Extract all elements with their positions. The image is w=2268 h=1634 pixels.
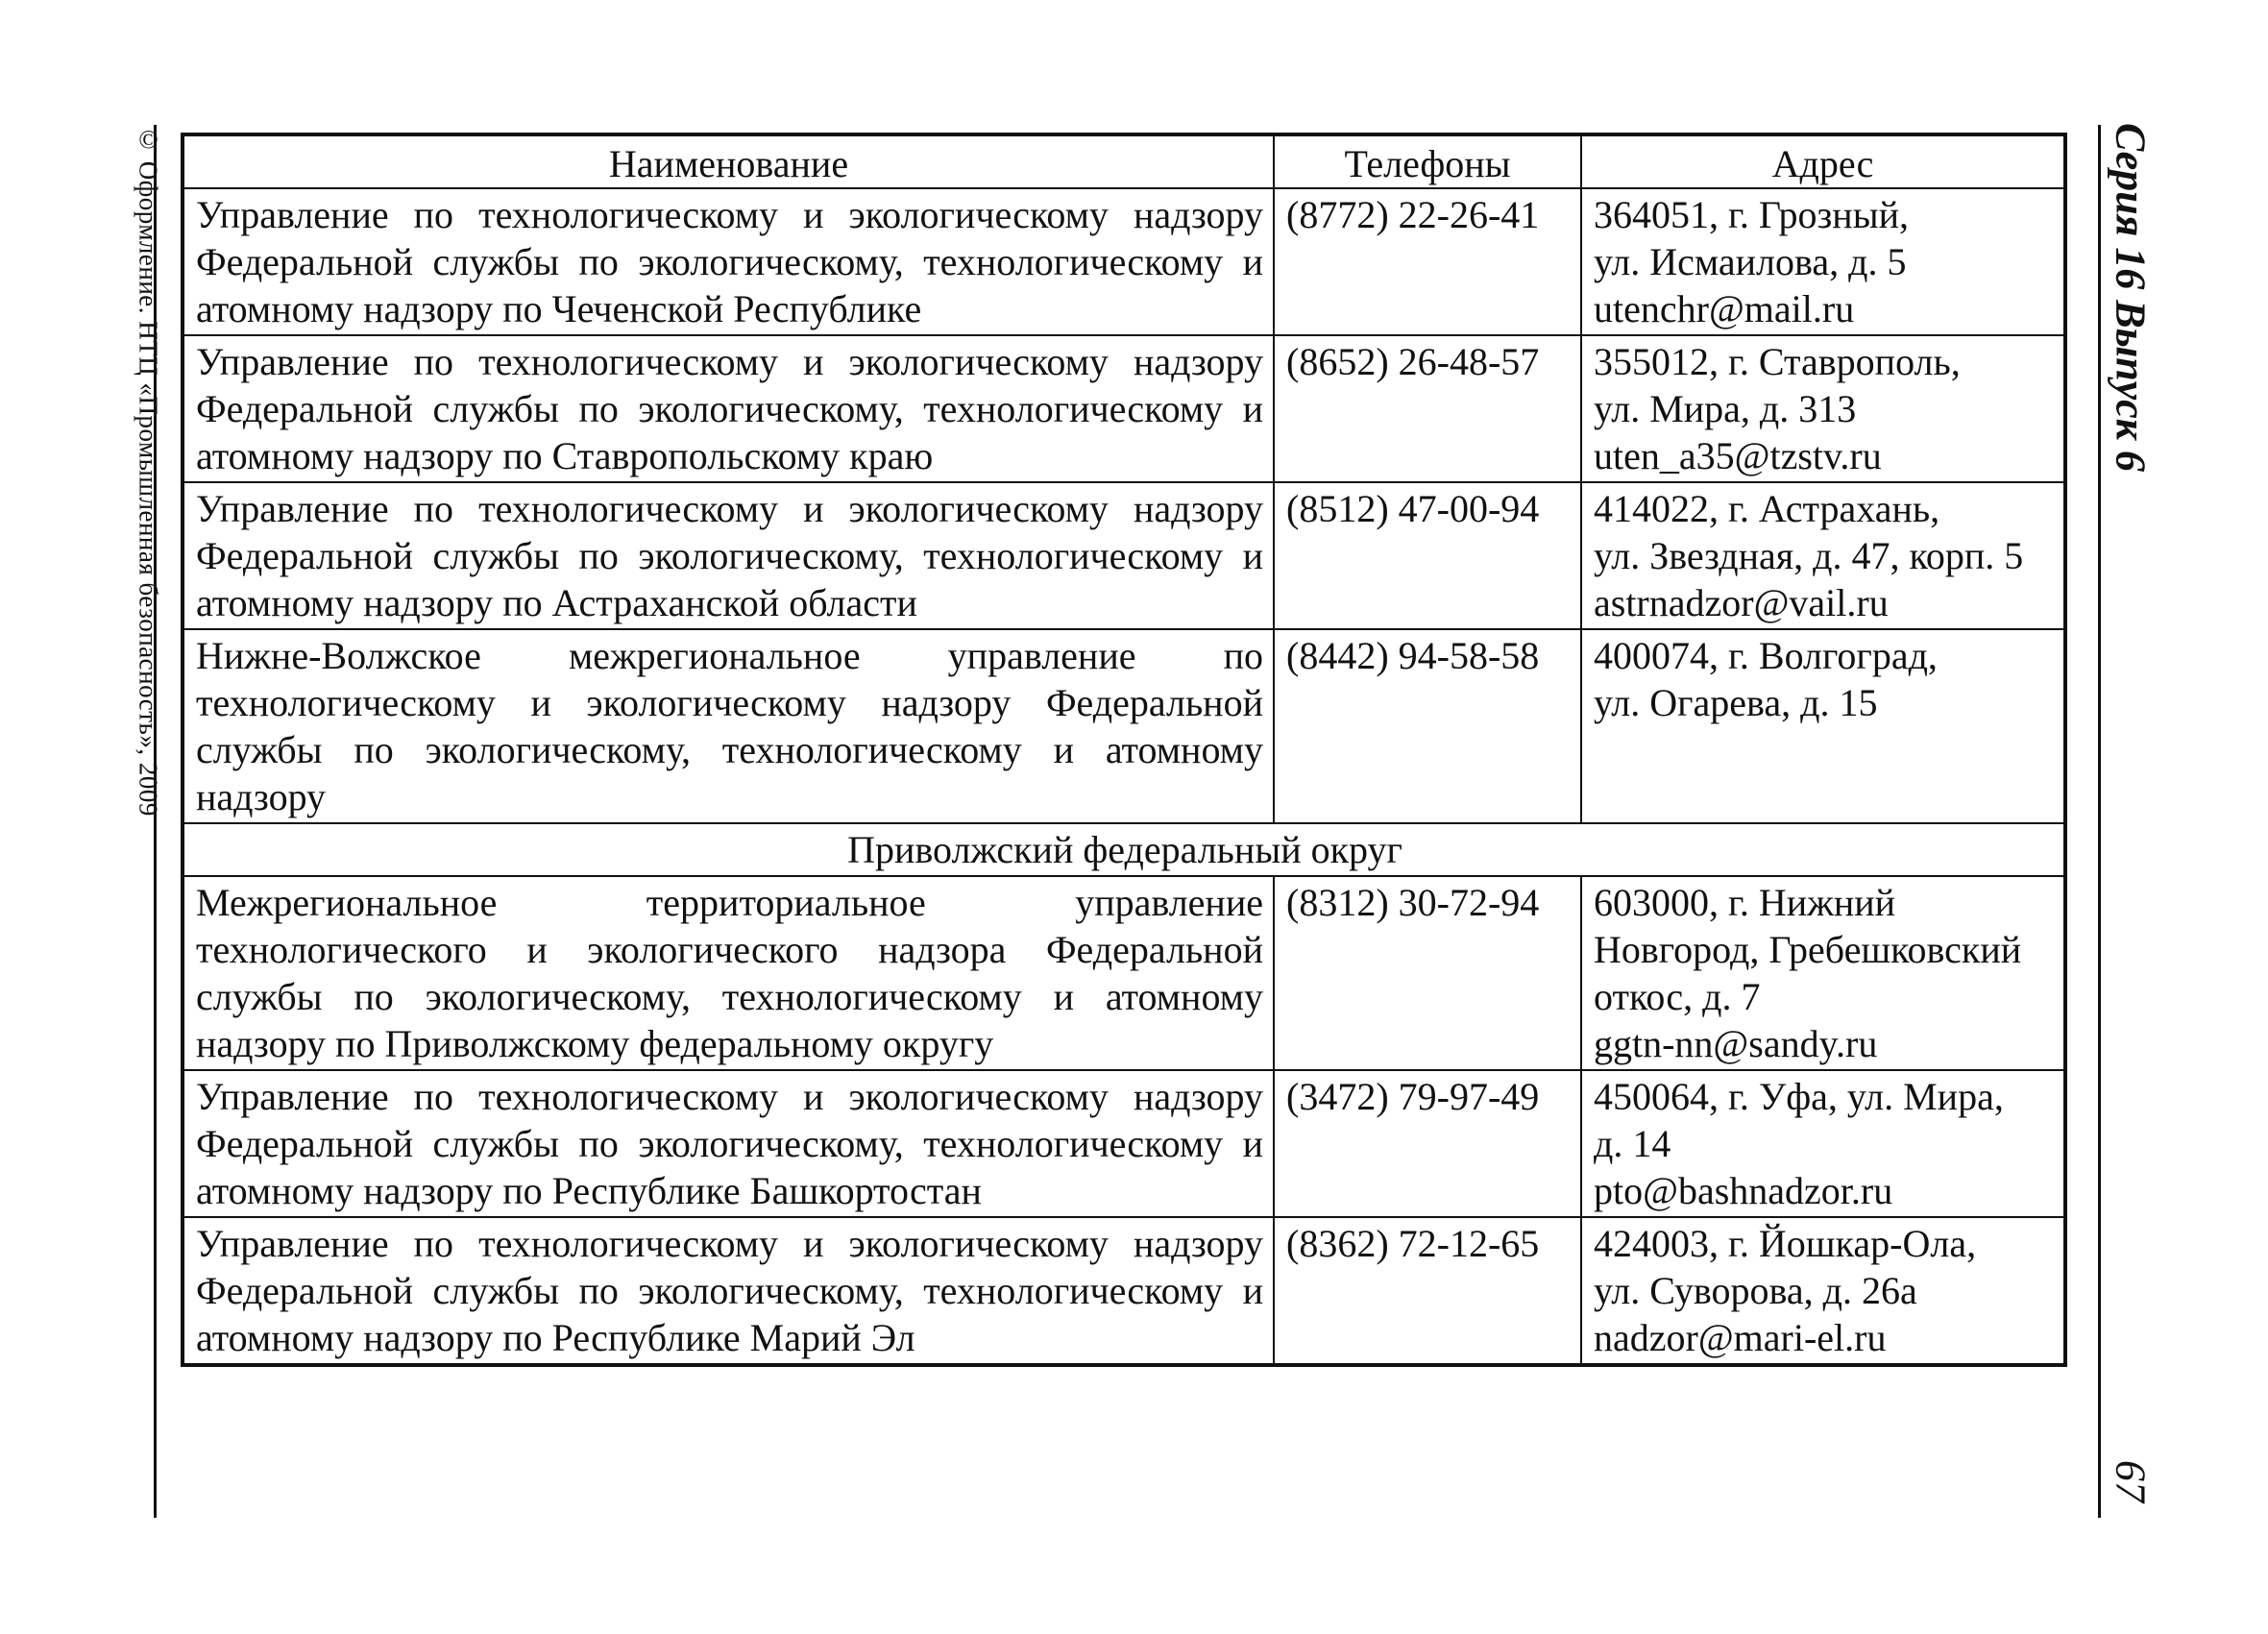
page-number: 67 — [2107, 1460, 2155, 1502]
address-line: 400074, г. Волгоград, — [1594, 634, 1938, 677]
address-line: ул. Звездная, д. 47, корп. 5 — [1594, 534, 2024, 577]
address-line: 450064, г. Уфа, ул. Мира, — [1594, 1075, 2004, 1118]
address-line: ул. Мира, д. 313 — [1594, 387, 1857, 430]
email-address: astrnadzor@vail.ru — [1594, 581, 1889, 624]
org-address — [1581, 482, 2065, 629]
email-address: pto@bashnadzor.ru — [1594, 1169, 1893, 1212]
header-name: Наименование — [183, 134, 1274, 188]
address-line: 355012, г. Ставрополь, — [1594, 340, 1961, 383]
email-address: utenchr@mail.ru — [1594, 287, 1855, 330]
org-address — [1581, 335, 2065, 482]
series-label: Серия 16 Выпуск 6 — [2107, 123, 2155, 473]
table-header-row — [183, 134, 2065, 188]
table-row — [183, 335, 2065, 482]
org-name: Управление по технологическому и экологическому надзору Федеральной службы по экологическому, технологическому и атомному надзору по Астраханской области — [183, 482, 1274, 629]
address-line: откос, д. 7 — [1594, 975, 1761, 1018]
header-phones: Телефоны — [1274, 134, 1581, 188]
registry-table — [181, 133, 2067, 1367]
org-phone: (8512) 47-00-94 — [1274, 482, 1581, 629]
org-phone: (8772) 22-26-41 — [1274, 188, 1581, 335]
address-line: 414022, г. Астрахань, — [1594, 487, 1940, 530]
address-line: д. 14 — [1594, 1122, 1671, 1165]
org-address — [1581, 629, 2065, 823]
table-row — [183, 629, 2065, 823]
right-margin-rule — [2098, 125, 2101, 1518]
table-row — [183, 482, 2065, 629]
address-line: 364051, г. Грозный, — [1594, 193, 1909, 236]
table-row — [183, 188, 2065, 335]
org-address — [1581, 1070, 2065, 1217]
org-phone: (8652) 26-48-57 — [1274, 335, 1581, 482]
header-address: Адрес — [1581, 134, 2065, 188]
table-row — [183, 876, 2065, 1070]
copyright-caption: © Оформление. НТЦ «Промышленная безопасность», 2009 — [134, 125, 163, 817]
table-row — [183, 1070, 2065, 1217]
org-name: Управление по технологическому и экологическому надзору Федеральной службы по экологическому, технологическому и атомному надзору по Республике Марий Эл — [183, 1217, 1274, 1365]
org-phone: (8442) 94-58-58 — [1274, 629, 1581, 823]
table-row — [183, 1217, 2065, 1365]
org-name: Управление по технологическому и экологическому надзору Федеральной службы по экологическому, технологическому и атомному надзору по Чеченской Республике — [183, 188, 1274, 335]
address-line: ул. Суворова, д. 26а — [1594, 1269, 1917, 1312]
address-line: ул. Исмаилова, д. 5 — [1594, 240, 1907, 283]
email-address: uten_a35@tzstv.ru — [1594, 434, 1882, 477]
org-name: Межрегиональное территориальное управление технологического и экологического надзора Федеральной службы по экологическому, технологическому и атомному надзору по Приволжскому федеральному округу — [183, 876, 1274, 1070]
org-name: Управление по технологическому и экологическому надзору Федеральной службы по экологическому, технологическому и атомному надзору по Ставропольскому краю — [183, 335, 1274, 482]
email-address: nadzor@mari-el.ru — [1594, 1316, 1887, 1359]
org-phone: (8362) 72-12-65 — [1274, 1217, 1581, 1365]
org-name: Нижне-Волжское межрегиональное управление по технологическому и экологическому надзору Федеральной службы по экологическому, технологическому и атомному надзору — [183, 629, 1274, 823]
address-line: 603000, г. Нижний Новгород, Гребешковский — [1594, 881, 2022, 971]
section-header-row — [183, 823, 2065, 876]
org-phone: (3472) 79-97-49 — [1274, 1070, 1581, 1217]
address-line: 424003, г. Йошкар-Ола, — [1594, 1222, 1977, 1265]
org-phone: (8312) 30-72-94 — [1274, 876, 1581, 1070]
org-address — [1581, 188, 2065, 335]
org-address — [1581, 1217, 2065, 1365]
org-name: Управление по технологическому и экологическому надзору Федеральной службы по экологическому, технологическому и атомному надзору по Республике Башкортостан — [183, 1070, 1274, 1217]
email-address: ggtn-nn@sandy.ru — [1594, 1022, 1878, 1065]
org-address — [1581, 876, 2065, 1070]
address-line: ул. Огарева, д. 15 — [1594, 681, 1878, 724]
section-title: Приволжский федеральный округ — [183, 823, 2065, 876]
